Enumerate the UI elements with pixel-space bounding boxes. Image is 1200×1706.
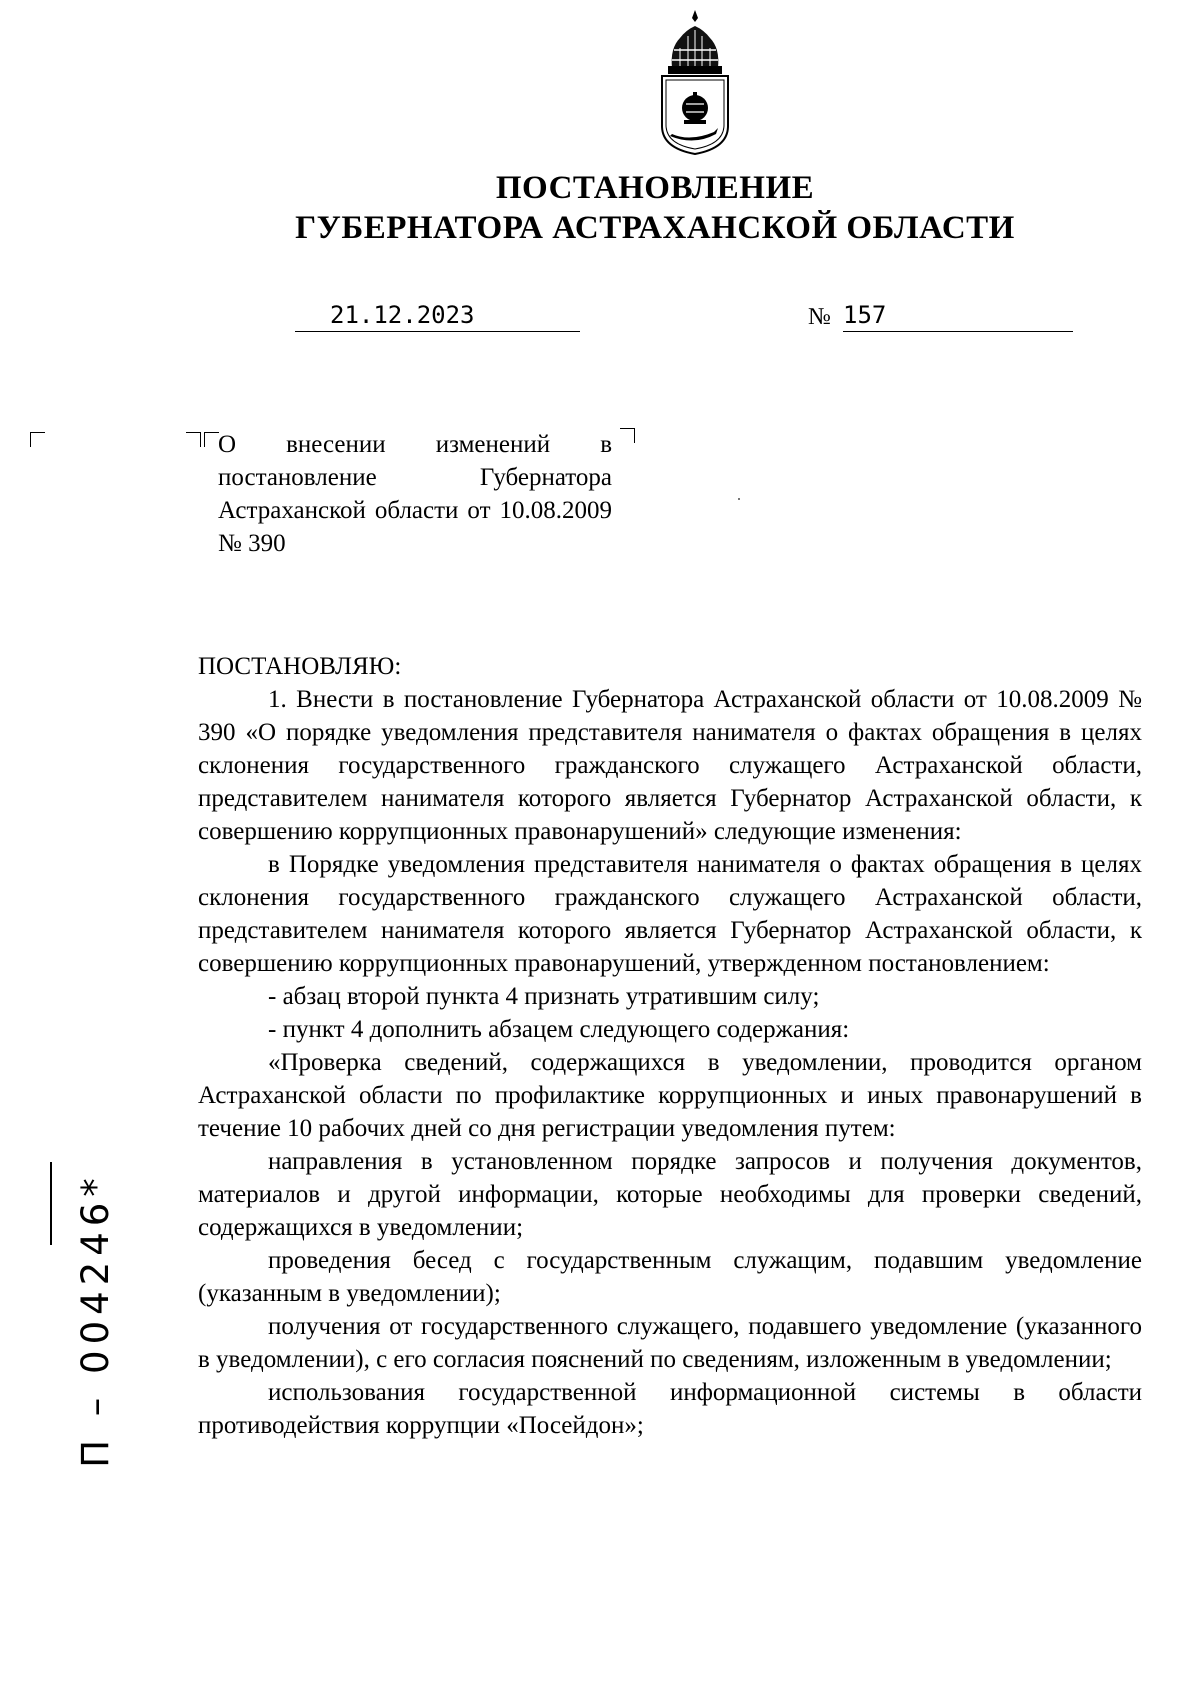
document-subject: О внесении изменений в постановление Губернатора Астраханской области от 10.08.2009 № 390 xyxy=(218,431,612,557)
registration-code: П – 004246* xyxy=(74,1172,117,1468)
document-body xyxy=(198,650,1142,1442)
date-value: 21.12.2023 xyxy=(330,301,475,329)
body-paragraph: получения от государственного служащего, подавшего уведомление (указанного в уведомлении), с его согласия пояснений по сведениям, изложенным в уведомлении; xyxy=(198,1313,1142,1373)
subject-corner-mark-left-inner xyxy=(204,432,219,447)
body-paragraph: направления в установленном порядке запросов и получения документов, материалов и другой информации, которые необходимы для проверки сведений, содержащихся в уведомлении; xyxy=(198,1148,1142,1241)
body-paragraph: в Порядке уведомления представителя нанимателя о фактах обращения в целях склонения государственного гражданского служащего Астраханской области, представителем нанимателя которого является Губернатор Астраханской области, к совершению коррупционных правонарушений, утвержденном постановлением: xyxy=(198,851,1142,977)
body-paragraph: «Проверка сведений, содержащихся в уведомлении, проводится органом Астраханской области по профилактике коррупционных и иных правонарушений в течение 10 рабочих дней со дня регистрации уведомления путем: xyxy=(198,1049,1142,1142)
coat-of-arms-emblem xyxy=(650,8,740,158)
document-issuer: ГУБЕРНАТОРА АСТРАХАНСКОЙ ОБЛАСТИ xyxy=(295,210,1015,246)
body-paragraph: - абзац второй пункта 4 признать утратившим силу; xyxy=(268,983,820,1010)
body-paragraph: проведения бесед с государственным служащим, подавшим уведомление (указанным в уведомлении); xyxy=(198,1247,1142,1307)
margin-rule xyxy=(50,1162,52,1245)
body-paragraph: использования государственной информационной системы в области противодействия коррупции «Посейдон»; xyxy=(198,1379,1142,1439)
body-paragraph: 1. Внести в постановление Губернатора Астраханской области от 10.08.2009 № 390 «О порядке уведомления представителя нанимателя о фактах обращения в целях склонения государственного гражданского служащего Астраханской области, представителем нанимателя которого является Губернатор Астраханской области, к совершению коррупционных правонарушений» следующие изменения: xyxy=(198,686,1142,845)
subject-corner-mark-left-outer xyxy=(186,432,201,447)
body-paragraph: - пункт 4 дополнить абзацем следующего содержания: xyxy=(268,1016,850,1043)
document-date xyxy=(295,303,580,332)
margin-corner-mark xyxy=(30,432,45,447)
scan-speck xyxy=(738,498,740,500)
subject-corner-mark-right xyxy=(620,428,635,443)
number-sign: № xyxy=(808,304,831,330)
document-title: ПОСТАНОВЛЕНИЕ xyxy=(495,170,815,206)
resolution-heading: ПОСТАНОВЛЯЮ: xyxy=(198,653,402,680)
document-number: 157 xyxy=(843,303,1073,332)
